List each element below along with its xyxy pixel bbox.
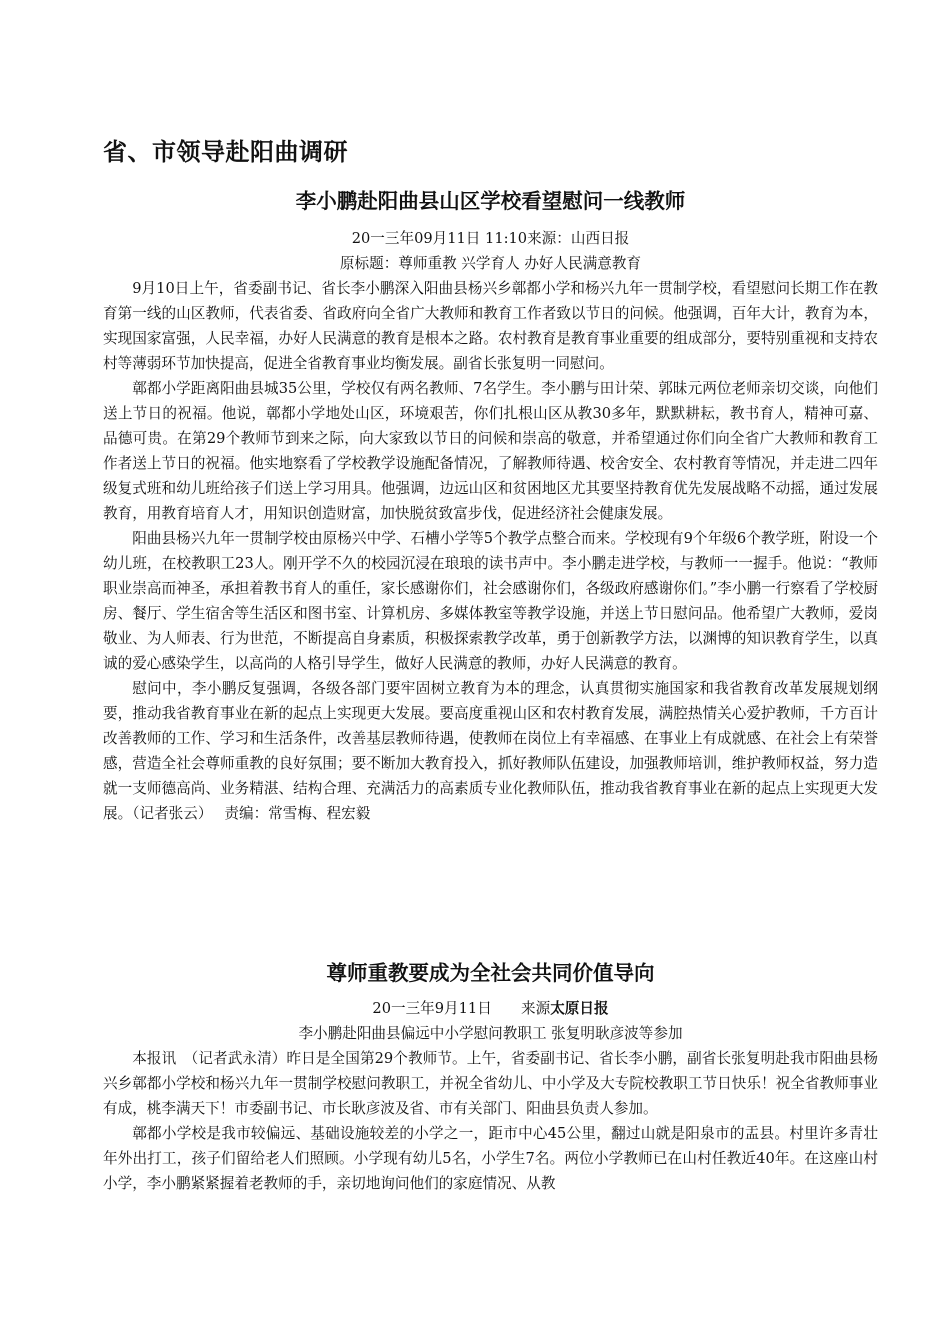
article-1-paragraph: 9月10日上午，省委副书记、省长李小鹏深入阳曲县杨兴乡鄣都小学和杨兴九年一贯制学校，看望慰问长期工作在教育第一线的山区教师，代表省委、省政府向全省广大教师和教育工作者致以节日的问候。他强调，百年大计，教育为本，实现国家富强，人民幸福，办好人民满意的教育是根本之路。农村教育是教育事业重要的组成部分，要特别重视和支持农村等薄弱环节加快提高，促进全省教育事业均衡发展。副省长张复明一同慰问。: [103, 280, 878, 372]
article-1-title: 李小鹏赴阳曲县山区学校看望慰问一线教师: [295, 189, 686, 213]
article-2-paragraph: 鄣都小学校是我市较偏远、基础设施较差的小学之一，距市中心45公里，翻过山就是阳泉市的盂县。村里许多青壮年外出打工，孩子们留给老人们照顾。小学现有幼儿5名，小学生7名。两位小学教师已在山村任教近40年。在这座山村小学，李小鹏紧紧握着老教师的手，亲切地询问他们的家庭情况、从教: [103, 1125, 878, 1192]
article-2-date: 20一三年9月11日 来源: [372, 1000, 551, 1017]
article-1-paragraph: 慰问中，李小鹏反复强调，各级各部门要牢固树立教育为本的理念，认真贯彻实施国家和我省教育改革发展规划纲要，推动我省教育事业在新的起点上实现更大发展。要高度重视山区和农村教育发展，满腔热情关心爱护教师，千方百计改善教师的工作、学习和生活条件，改善基层教师待遇，使教师在岗位上有幸福感、在事业上有成就感、在社会上有荣誉感，营造全社会尊师重教的良好氛围；要不断加大教育投入，抓好教师队伍建设，加强教师培训，维护教师权益，努力造就一支师德高尚、业务精湛、结构合理、充满活力的高素质专业化教师队伍，推动我省教育事业在新的起点上实现更大发展。（记者张云） 责编：常雪梅、程宏毅: [103, 680, 878, 822]
article-2: [103, 958, 878, 1221]
section-heading: 省、市领导赴阳曲调研: [103, 138, 348, 166]
article-1: [103, 186, 878, 826]
article-2-source: 太原日报: [550, 1000, 609, 1017]
article-1-original-title: 原标题：尊师重教 兴学育人 办好人民满意教育: [339, 255, 642, 272]
article-2-paragraph: 本报讯 （记者武永清）昨日是全国第29个教师节。上午，省委副书记、省长李小鹏，副省长张复明赴我市阳曲县杨兴乡鄣都小学校和杨兴九年一贯制学校慰问教职工，并祝全省幼儿、中小学及大专院校教职工节日快乐！祝全省教师事业有成，桃李满天下！市委副书记、市长耿彦波及省、市有关部门、阳曲县负责人参加。: [103, 1050, 878, 1117]
article-1-paragraph: 阳曲县杨兴九年一贯制学校由原杨兴中学、石槽小学等5个教学点整合而来。学校现有9个年级6个教学班，附设一个幼儿班，在校教职工23人。刚开学不久的校园沉浸在琅琅的读书声中。李小鹏走进学校，与教师一一握手。他说：“教师职业崇高而神圣，承担着教书育人的重任，家长感谢你们，社会感谢你们，各级政府感谢你们。”李小鹏一行察看了学校厨房、餐厅、学生宿舍等生活区和图书室、计算机房、多媒体教室等教学设施，并送上节日慰问品。他希望广大教师，爱岗敬业、为人师表、行为世范，不断提高自身素质，积极探索教学改革，勇于创新教学方法，以渊博的知识教育学生，以真诚的爱心感染学生，以高尚的人格引导学生，做好人民满意的教师，办好人民满意的教育。: [103, 530, 879, 672]
article-2-subtitle: 李小鹏赴阳曲县偏远中小学慰问教职工 张复明耿彦波等参加: [298, 1025, 683, 1042]
article-2-dateline: [103, 996, 878, 1021]
article-2-title: 尊师重教要成为全社会共同价值导向: [326, 961, 655, 985]
article-1-paragraph: 鄣都小学距离阳曲县城35公里，学校仅有两名教师、7名学生。李小鹏与田计荣、郭昧元两位老师亲切交谈，向他们送上节日的祝福。他说，鄣都小学地处山区，环境艰苦，你们扎根山区从教30多年，默默耕耘，教书育人，精神可嘉、品德可贵。在第29个教师节到来之际，向大家致以节日的问候和崇高的敬意，并希望通过你们向全省广大教师和教育工作者送上节日的祝福。他实地察看了学校教学设施配备情况，了解教师待遇、校舍安全、农村教育等情况，并走进二四年级复式班和幼儿班给孩子们送上学习用具。他强调，边远山区和贫困地区尤其要坚持教育优先发展战略不动摇，通过发展教育，用教育培育人才，用知识创造财富，加快脱贫致富步伐，促进经济社会健康发展。: [103, 380, 878, 522]
article-1-dateline: 20一三年09月11日 11:10来源：山西日报: [351, 230, 630, 247]
